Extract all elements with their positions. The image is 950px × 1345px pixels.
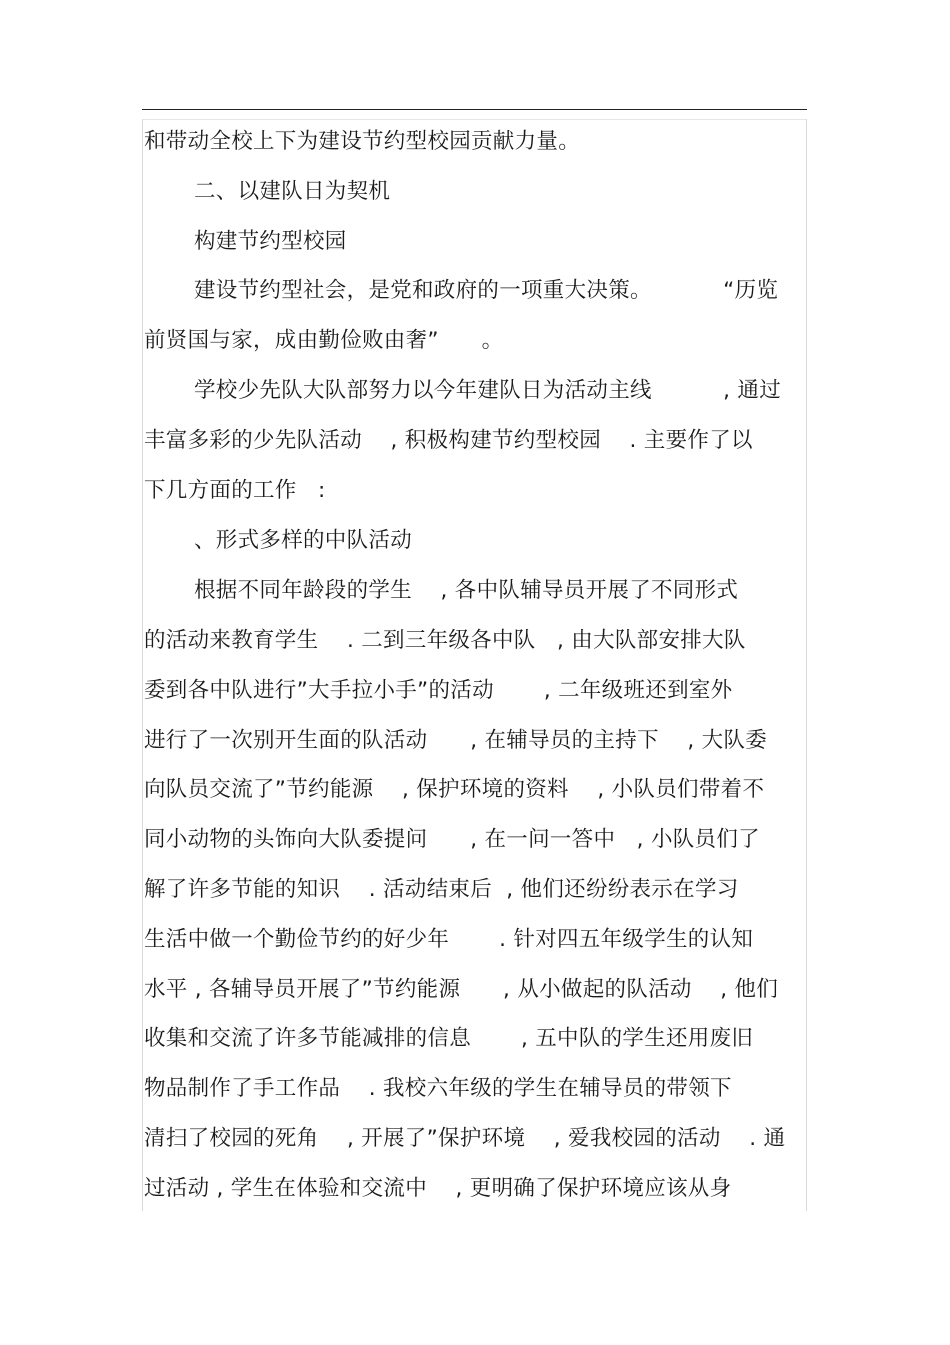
paragraph-line: 的活动来教育学生 . 二到三年级各中队 , 由大队部安排大队	[144, 628, 746, 653]
paragraph-line: 丰富多彩的少先队活动 , 积极构建节约型校园 . 主要作了以	[144, 428, 753, 453]
paragraph-line: 过活动 , 学生在体验和交流中 , 更明确了保护环境应该从身	[144, 1176, 732, 1201]
paragraph-line: 和带动全校上下为建设节约型校园贡献力量。	[144, 129, 581, 154]
text-frame-right	[806, 119, 807, 1211]
text-frame-left	[142, 119, 143, 1211]
paragraph-line: 水平 , 各辅导员开展了”节约能源 , 从小做起的队活动 , 他们	[144, 977, 779, 1002]
paragraph-line: 进行了一次别开生面的队活动 , 在辅导员的主持下 , 大队委	[144, 728, 768, 753]
paragraph-line: 收集和交流了许多节能减排的信息 , 五中队的学生还用废旧	[144, 1026, 754, 1051]
paragraph-line: 物品制作了手工作品 . 我校六年级的学生在辅导员的带领下	[144, 1076, 732, 1101]
paragraph-line: 委到各中队进行”大手拉小手”的活动 , 二年级班还到室外	[144, 678, 733, 703]
paragraph-line: 清扫了校园的死角 , 开展了”保护环境 , 爱我校园的活动 . 通	[144, 1126, 786, 1151]
subsection-heading: 、形式多样的中队活动	[194, 528, 413, 553]
paragraph-line: 向队员交流了”节约能源 , 保护环境的资料 , 小队员们带着不	[144, 777, 765, 802]
header-rule	[142, 109, 807, 110]
paragraph-line: 生活中做一个勤俭节约的好少年 . 针对四五年级学生的认知	[144, 927, 754, 952]
section-heading: 二、以建队日为契机	[194, 179, 391, 204]
paragraph-line: 前贤国与家，成由勤俭败由奢” 。	[144, 328, 504, 353]
paragraph-line: 根据不同年龄段的学生 , 各中队辅导员开展了不同形式	[194, 578, 739, 603]
paragraph-line: 解了许多节能的知识 . 活动结束后 , 他们还纷纷表示在学习	[144, 877, 739, 902]
section-subheading: 构建节约型校园	[194, 229, 347, 254]
paragraph-line: 学校少先队大队部努力以今年建队日为活动主线 , 通过	[194, 378, 782, 403]
paragraph-line: 下几方面的工作 :	[144, 478, 326, 503]
paragraph-line: 同小动物的头饰向大队委提问 , 在一问一答中 , 小队员们了	[144, 827, 760, 852]
paragraph-line: 建设节约型社会，是党和政府的一项重大决策。 “历览	[194, 278, 779, 303]
text-frame-top	[142, 119, 807, 120]
